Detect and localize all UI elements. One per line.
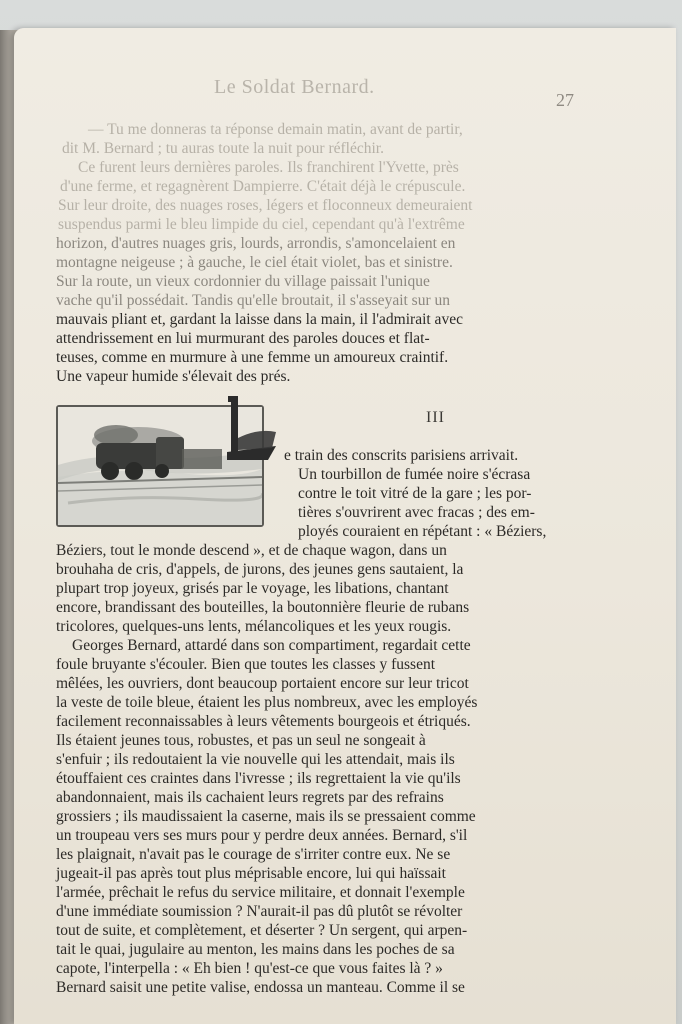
text-line: Ce furent leurs dernières paroles. Ils franchirent l'Yvette, près: [78, 159, 459, 176]
text-line: jugeait-il pas après tout plus méprisable encore, lui qui haïssait: [56, 865, 446, 882]
text-line: Béziers, tout le monde descend », et de chaque wagon, dans un: [56, 542, 447, 559]
text-line: étouffaient ces craintes dans l'ivresse ; ils regrettaient la vie qu'ils: [56, 770, 461, 787]
text-line: Sur leur droite, des nuages roses, légers et floconneux demeuraient: [58, 197, 473, 214]
text-line: la veste de toile bleue, étaient les plus nombreux, avec les employés: [56, 694, 478, 711]
text-line: Une vapeur humide s'élevait des prés.: [56, 368, 291, 385]
text-line: teuses, comme en murmure à une femme un amoureux craintif.: [56, 349, 449, 366]
text-line: tricolores, quelques-uns lents, mélancoliques et les yeux rougis.: [56, 618, 452, 635]
text-line: mêlées, les ouvriers, dont beaucoup portaient encore sur leur tricot: [56, 675, 469, 692]
text-line: e train des conscrits parisiens arrivait.: [284, 447, 519, 464]
text-line: tait le quai, jugulaire au menton, les mains dans les poches de sa: [56, 941, 455, 958]
text-line: tout de suite, et complètement, et déserter ? Un sergent, qui arpen-: [56, 922, 468, 939]
text-line: — Tu me donneras ta réponse demain matin, avant de partir,: [88, 121, 463, 138]
text-line: d'une immédiate soumission ? N'aurait-il pas dû plutôt se révolter: [56, 903, 463, 920]
text-line: vache qu'il possédait. Tandis qu'elle broutait, il s'asseyait sur un: [56, 292, 451, 309]
text-line: encore, brandissant des bouteilles, la boutonnière fleurie de rubans: [56, 599, 470, 616]
text-line: contre le toit vitré de la gare ; les por-: [298, 485, 532, 502]
text-line: mauvais pliant et, gardant la laisse dans la main, il l'admirait avec: [56, 311, 463, 328]
text-line: un troupeau vers ses murs pour y perdre deux années. Bernard, s'il: [56, 827, 468, 844]
text-line: les plaignait, n'avait pas le courage de s'irriter contre eux. Ne se: [56, 846, 451, 863]
text-line: attendrissement en lui murmurant des paroles douces et flat-: [56, 330, 430, 347]
section-number: III: [426, 409, 445, 426]
page-number: 27: [556, 90, 574, 110]
text-line: s'enfuir ; ils redoutaient la vie nouvelle qui les attendait, mais ils: [56, 751, 455, 768]
text-line: montagne neigeuse ; à gauche, le ciel était violet, bas et sinistre.: [56, 254, 453, 271]
text-line: facilement reconnaissables à leurs vêtements bourgeois et étriqués.: [56, 713, 471, 730]
text-line: ployés couraient en répétant : « Béziers,: [298, 523, 547, 540]
text-line: Un tourbillon de fumée noire s'écrasa: [298, 466, 531, 483]
text-line: Ils étaient jeunes tous, robustes, et pas un seul ne songeait à: [56, 732, 426, 749]
text-line: tières s'ouvrirent avec fracas ; des em-: [298, 504, 535, 521]
text-line: Bernard saisit une petite valise, endossa un manteau. Comme il se: [56, 979, 465, 996]
running-title: Le Soldat Bernard.: [214, 76, 375, 98]
text-line: capote, l'interpella : « Eh bien ! qu'est-ce que vous faites là ? »: [56, 960, 443, 977]
text-line: Sur la route, un vieux cordonnier du village paissait l'unique: [56, 273, 430, 290]
letter-L-icon: [224, 394, 280, 464]
text-line: foule bruyante s'écouler. Bien que toutes les classes y fussent: [56, 656, 436, 673]
text-line: brouhaha de cris, d'appels, de jurons, des jeunes gens sautaient, la: [56, 561, 464, 578]
book-page: [14, 28, 676, 1024]
text-line: grossiers ; ils maudissaient la caserne, mais ils se pressaient comme: [56, 808, 476, 825]
text-line: d'une ferme, et regagnèrent Dampierre. C'était déjà le crépuscule.: [60, 178, 466, 195]
text-line: dit M. Bernard ; tu auras toute la nuit pour réfléchir.: [62, 140, 384, 157]
text-line: l'armée, prêchait le refus du service militaire, et donnait l'exemple: [56, 884, 465, 901]
text-line: plupart trop joyeux, grisés par le voyage, les libations, chantant: [56, 580, 449, 597]
text-line: suspendus parmi le bleu limpide du ciel, cependant qu'à l'extrême: [58, 216, 465, 233]
text-line: horizon, d'autres nuages gris, lourds, arrondis, s'amoncelaient en: [56, 235, 456, 252]
text-line: abandonnaient, mais ils cachaient leurs regrets par des refrains: [56, 789, 444, 806]
text-line: Georges Bernard, attardé dans son compartiment, regardait cette: [72, 637, 471, 654]
